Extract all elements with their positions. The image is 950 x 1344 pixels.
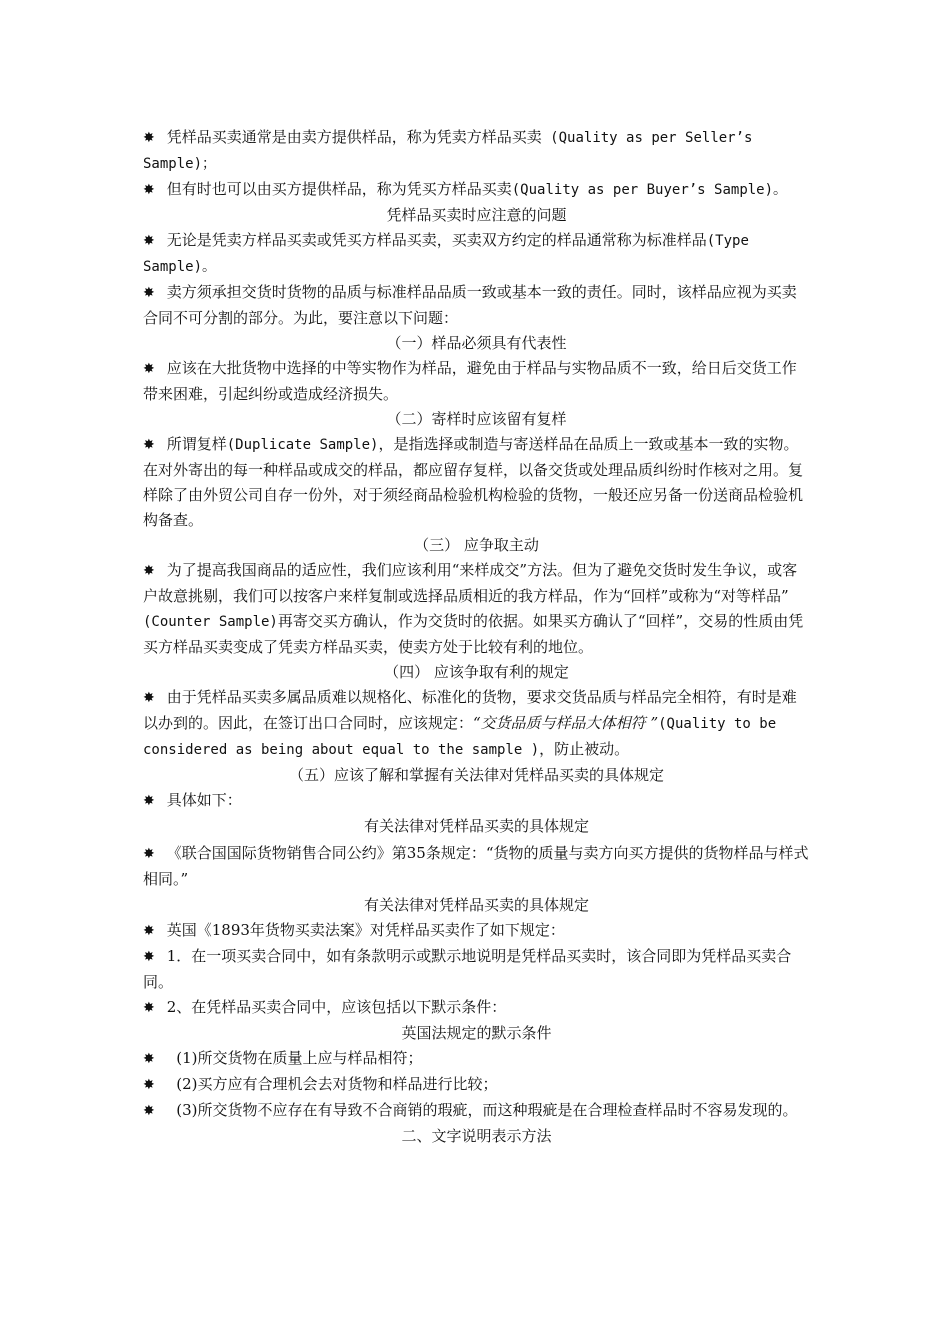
bullet-icon: ✸ [143,1000,155,1016]
paragraph-uk-rule-2: ✸ 2、在凭样品买卖合同中，应该包括以下默示条件： [143,998,507,1016]
bullet-icon: ✸ [143,233,155,249]
heading-initiative: （三） 应争取主动 [414,536,539,554]
paragraph-condition-1: ✸ (1)所交货物在质量上应与样品相符； [143,1049,423,1067]
bullet-icon: ✸ [143,846,155,862]
bullet-icon: ✸ [143,285,155,301]
heading-law-provisions-2: 有关法律对凭样品买卖的具体规定 [363,896,589,914]
bullet-icon: ✸ [143,1103,155,1119]
paragraph-sellers-sample: ✸ 凭样品买卖通常是由卖方提供样品，称为凭卖方样品买卖 (Quality as per Seller’s Sample)； [143,128,753,172]
paragraph-counter-sample: ✸ 为了提高我国商品的适应性，我们应该利用“来样成交”方法。但为了避免交货时发生争议，或客户故意挑剔，我们可以按客户来样复制或选择品质相近的我方样品，作为“回样”或称为“对等样品” (Counter Sample)再寄交买方确认，作为交货时的依据。如果买方确认了“回样”，交易的性质由凭买方样品买卖变成了凭卖方样品买卖，使卖方处于比较有利的地位。 [143,561,804,656]
bullet-icon: ✸ [143,690,155,706]
paragraph-condition-3: ✸ (3)所交货物不应存在有导致不合商销的瑕疵，而这种瑕疵是在合理检查样品时不容易发现的。 [143,1101,798,1119]
bullet-icon: ✸ [143,437,155,453]
bullet-icon: ✸ [143,793,155,809]
paragraph-favorable: ✸ 由于凭样品买卖多属品质难以规格化、标准化的货物，要求交货品质与样品完全相符，有时是难以办到的。因此，在签订出口合同时，应该规定：“交货品质与样品大体相符 ”(Quality to be considered as being about equal to the sample )，防止被动。 [143,688,797,758]
bullet-icon: ✸ [143,1051,155,1067]
heading-implied-conditions: 英国法规定的默示条件 [401,1024,552,1042]
paragraph-uk-act: ✸ 英国《1893年货物买卖法案》对凭样品买卖作了如下规定： [143,921,565,939]
paragraph-cisg: ✸ 《联合国国际货物销售合同公约》第35条规定：“货物的质量与卖方向买方提供的货物样品与样式相同。” [143,844,809,888]
heading-text-description: 二、文字说明表示方法 [401,1127,552,1145]
paragraph-representative: ✸ 应该在大批货物中选择的中等实物作为样品，避免由于样品与实物品质不一致，给日后交货工作带来困难，引起纠纷或造成经济损失。 [143,359,797,403]
paragraph-uk-rule-1: ✸ 1．在一项买卖合同中，如有条款明示或默示地说明是凭样品买卖时，该合同即为凭样品买卖合同。 [143,947,792,991]
bullet-icon: ✸ [143,130,155,146]
bullet-icon: ✸ [143,361,155,377]
bullet-icon: ✸ [143,923,155,939]
bullet-icon: ✸ [143,949,155,965]
bullet-icon: ✸ [143,182,155,198]
heading-law-provisions-1: 有关法律对凭样品买卖的具体规定 [363,817,589,835]
paragraph-type-sample: ✸ 无论是凭卖方样品买卖或凭买方样品买卖，买卖双方约定的样品通常称为标准样品(Type Sample)。 [143,231,749,275]
paragraph-condition-2: ✸ (2)买方应有合理机会去对货物和样品进行比较； [143,1075,498,1093]
paragraph-details: ✸ 具体如下： [143,791,242,809]
document-body [143,125,810,1149]
heading-law: （五）应该了解和掌握有关法律对凭样品买卖的具体规定 [288,766,664,784]
bullet-icon: ✸ [143,1077,155,1093]
heading-favorable: （四） 应该争取有利的规定 [384,663,569,681]
paragraph-seller-duty: ✸ 卖方须承担交货时货物的品质与标准样品品质一致或基本一致的责任。同时，该样品应视为买卖合同不可分割的部分。为此，要注意以下问题： [143,283,797,327]
heading-duplicate: （二）寄样时应该留有复样 [386,410,567,428]
bullet-icon: ✸ [143,563,155,579]
paragraph-buyers-sample: ✸ 但有时也可以由买方提供样品，称为凭买方样品买卖(Quality as per Buyer’s Sample)。 [143,180,788,198]
heading-issues: 凭样品买卖时应注意的问题 [386,206,567,224]
heading-representative: （一）样品必须具有代表性 [386,334,567,352]
paragraph-duplicate: ✸ 所谓复样(Duplicate Sample)，是指选择或制造与寄送样品在品质上一致或基本一致的实物。在对外寄出的每一种样品或成交的样品，都应留存复样，以备交货或处理品质纠纷时作核对之用。复样除了由外贸公司自存一份外，对于须经商品检验机构检验的货物，一般还应另备一份送商品检验机构备查。 [143,435,804,529]
